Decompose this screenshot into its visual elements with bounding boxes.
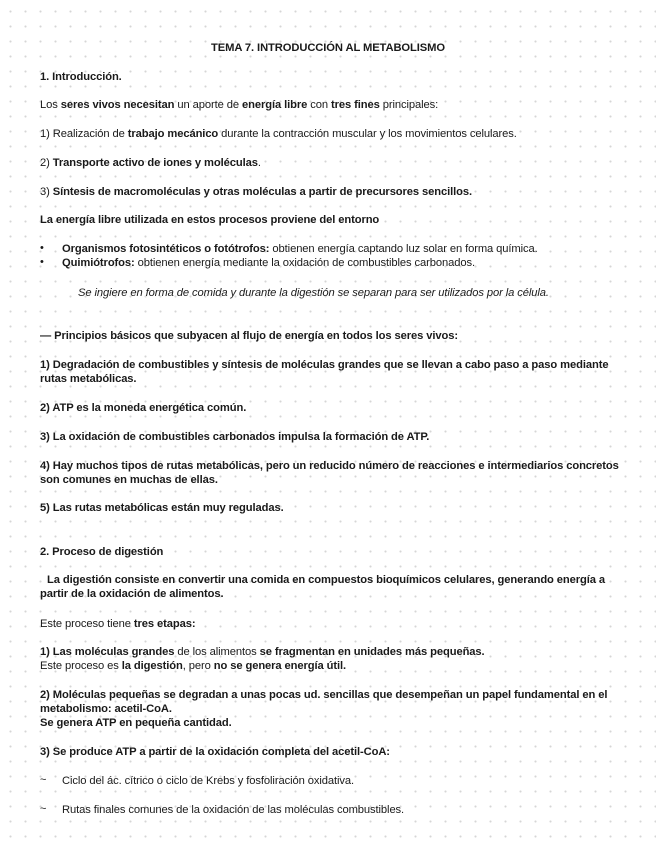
italic-note: Se ingiere en forma de comida y durante la digestión se separan para ser utilizados por la célula. — [78, 287, 549, 299]
text-run: obtienen energía mediante la oxidación de combustibles carbonados. — [134, 257, 475, 269]
section-2-heading: 2. Proceso de digestión — [40, 546, 164, 558]
stage-2: 2) Moléculas pequeñas se degradan a unas pocas ud. sencillas que desempeñan un papel fundamental en el metabolismo: acetil-CoA. — [40, 689, 608, 715]
fin-2 — [40, 156, 625, 170]
text-run-bold: la digestión — [121, 660, 183, 672]
text-run-bold: seres vivos necesitan — [60, 99, 175, 111]
principle-3: 3) La oxidación de combustibles carbonados impulsa la formación de ATP. — [40, 431, 430, 443]
text-run: 1) Realización de — [40, 128, 128, 140]
text-run-bold: energía libre — [241, 99, 308, 111]
text-run: con — [307, 99, 331, 111]
text-run-bold: Quimiótrofos: — [62, 257, 135, 269]
dash-item-rutas: Rutas finales comunes de la oxidación de las moléculas combustibles. — [62, 804, 405, 816]
text-run: 3) — [40, 186, 53, 198]
energy-source-line: La energía libre utilizada en estos procesos proviene del entorno — [40, 214, 380, 226]
stage-1-detail — [40, 659, 625, 673]
bullet-quimiotrofos — [62, 256, 632, 270]
principle-1: 1) Degradación de combustibles y síntesis de moléculas grandes que se llevan a cabo paso a paso mediante rutas metabólicas. — [40, 359, 609, 385]
bullet-marker: • — [40, 256, 44, 268]
text-run: Este proceso tiene — [40, 618, 134, 630]
text-run: durante la contracción muscular y los movimientos celulares. — [218, 128, 517, 140]
fin-3 — [40, 185, 625, 199]
bullet-marker: • — [40, 242, 44, 254]
principle-4: 4) Hay muchos tipos de rutas metabólicas, pero un reducido número de reacciones e intermediarios concretos son comunes en muchas de ellas. — [40, 460, 619, 486]
text-run: principales: — [379, 99, 439, 111]
text-run-bold: no se genera energía útil. — [213, 660, 347, 672]
principle-2: 2) ATP es la moneda energética común. — [40, 402, 247, 414]
text-run: . — [257, 157, 261, 169]
section-1-heading: 1. Introducción. — [40, 71, 122, 83]
principle-5: 5) Las rutas metabólicas están muy reguladas. — [40, 502, 284, 514]
fin-1 — [40, 127, 625, 141]
text-run-bold: 1) Las moléculas grandes — [40, 646, 175, 658]
text-run: , pero — [182, 660, 214, 672]
dash-marker: ~ — [40, 803, 47, 815]
text-run-bold: tres etapas: — [133, 618, 196, 630]
digestion-intro: La digestión consiste en convertir una comida en compuestos bioquímicos celulares, generando energía a partir de la oxidación de alimentos. — [40, 574, 606, 600]
stage-3: 3) Se produce ATP a partir de la oxidación completa del acetil-CoA: — [40, 746, 390, 758]
text-run: 2) — [40, 157, 53, 169]
text-run: Los — [40, 99, 61, 111]
stage-2-detail: Se genera ATP en pequeña cantidad. — [40, 717, 232, 729]
text-run-bold: se fragmentan en unidades más pequeñas. — [259, 646, 485, 658]
text-run-bold: Organismos fotosintéticos o fotótrofos: — [62, 243, 270, 255]
principles-heading: — Principios básicos que subyacen al flujo de energía en todos los seres vivos: — [40, 330, 458, 342]
text-run-bold: Transporte activo de iones y moléculas — [52, 157, 258, 169]
text-run-bold: trabajo mecánico — [127, 128, 219, 140]
page-title: TEMA 7. INTRODUCCIÓN AL METABOLISMO — [211, 42, 445, 54]
stage-1 — [40, 645, 625, 659]
text-run: un aporte de — [174, 99, 242, 111]
dash-item-krebs: Ciclo del ác. cítrico o ciclo de Krebs y fosfoliración oxidativa. — [62, 775, 354, 787]
text-run: Este proceso es — [40, 660, 122, 672]
text-run: de los alimentos — [174, 646, 260, 658]
text-run: obtienen energía captando luz solar en forma química. — [269, 243, 538, 255]
bullet-fototrofos — [62, 242, 632, 256]
text-run-bold: Síntesis de macromoléculas y otras moléculas a partir de precursores sencillos. — [52, 186, 473, 198]
text-run-bold: tres fines — [330, 99, 380, 111]
dash-marker: ~ — [40, 774, 47, 786]
stages-line — [40, 617, 625, 631]
intro-paragraph — [40, 98, 625, 112]
